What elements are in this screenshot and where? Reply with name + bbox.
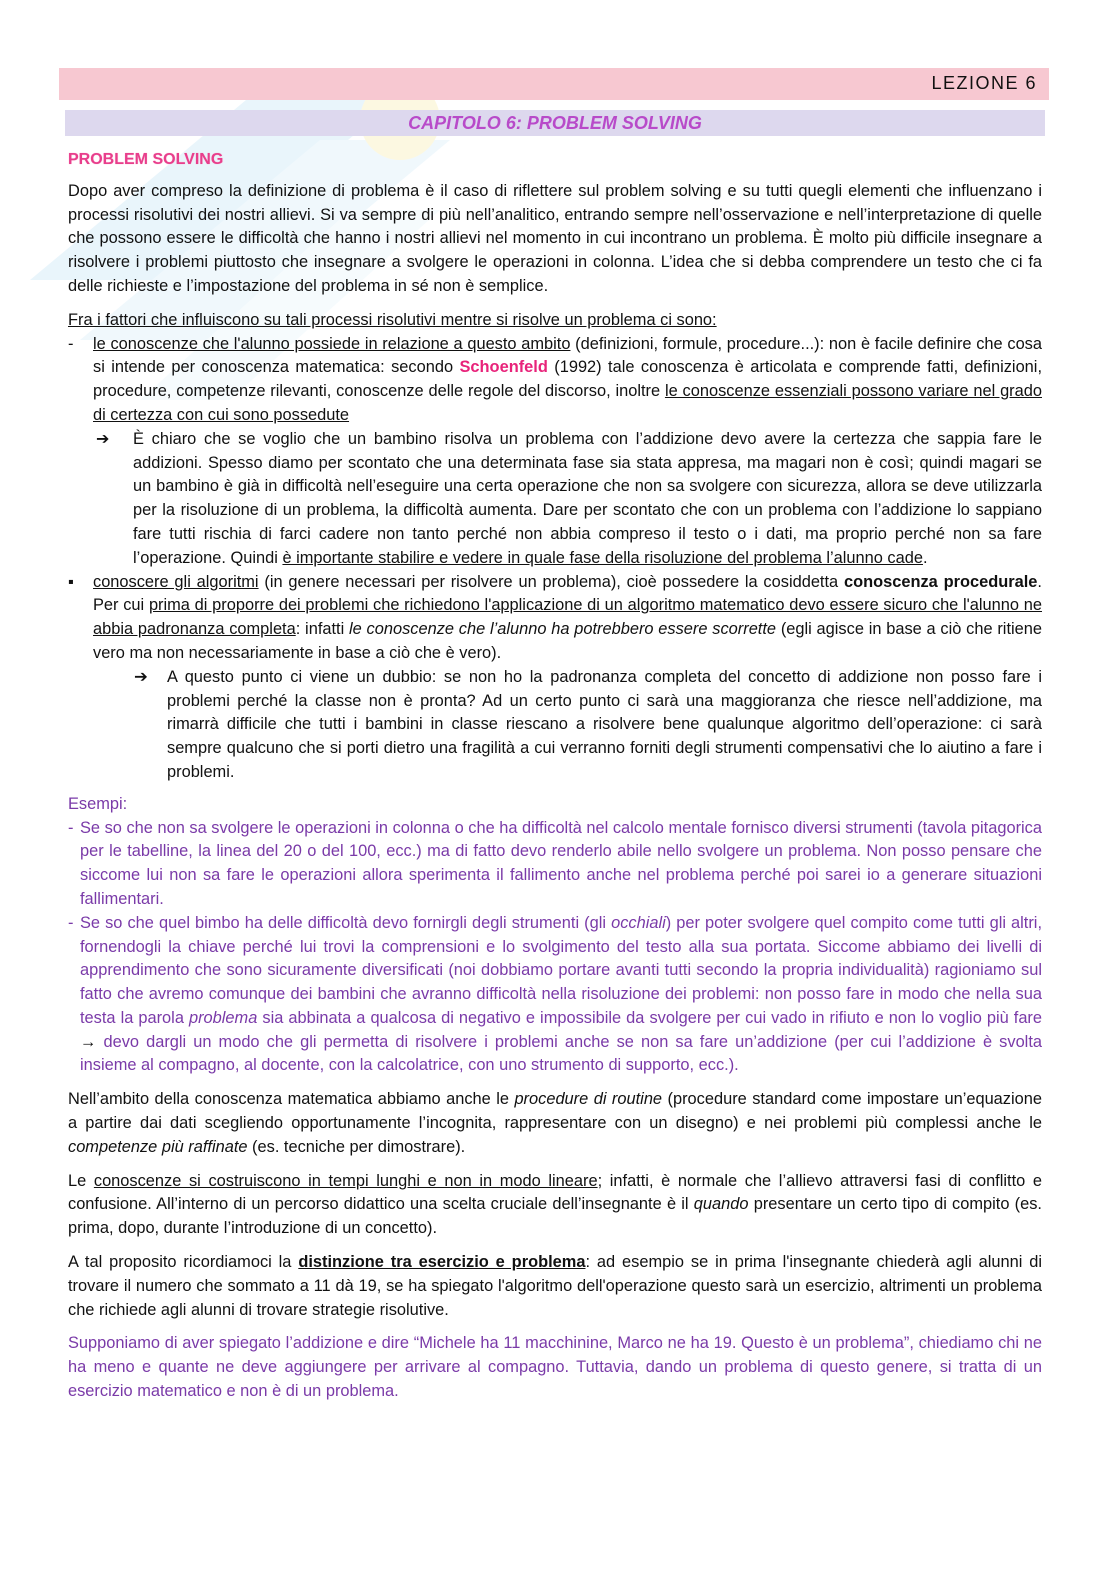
examples-label: Esempi: <box>68 794 128 813</box>
lesson-label: LEZIONE 6 <box>931 73 1037 93</box>
examples-block <box>68 793 1042 1079</box>
factor-subitem-knowledge <box>68 428 1042 571</box>
arrow-bullet-icon: ➔ <box>134 667 148 686</box>
final-example-paragraph: Supponiamo di aver spiegato l’addizione e dire “Michele ha 11 macchinine, Marco ne ha 19. Questo è un problema”, chiediamo chi ne ha meno e quante ne deve aggiungere per arrivare al compagno. Tuttavia, dando un problema di questo genere, si tratta di un esercizio matematico e non è di un problema. <box>68 1334 1042 1401</box>
square-bullet-icon: ▪ <box>68 572 74 591</box>
example-item <box>68 912 1042 1079</box>
chapter-title: CAPITOLO 6: PROBLEM SOLVING <box>408 113 702 133</box>
section-title: PROBLEM SOLVING <box>68 151 224 168</box>
arrow-right-icon: → <box>80 1032 97 1051</box>
dash-bullet-icon: - <box>68 913 74 932</box>
subitem-text: È chiaro che se voglio che un bambino risolva un problema con l’addizione devo avere la certezza che sappia fare le addizioni. Spesso diamo per scontato che una determinata fase sia stata appresa, ma magari non è così; quindi magari se un bambino è già in difficoltà nell’eseguire una certa operazione che non sa svolgere con sicurezza, allora se deve utilizzarla per la risoluzione di un problema, la difficoltà aumenta. Dare per scontato che con un problema con l’addizione lo sappiano fare tutti rischia di farci cadere non tanto perché non abbia compreso il testo o i dati, ma proprio perché non sa fare l’operazione. Quindi è importante stabilire e vedere in quale fase della risoluzione del problema l’alunno cade. <box>133 429 1042 567</box>
document-body <box>68 148 1042 1414</box>
arrow-bullet-icon: ➔ <box>96 430 110 448</box>
example-text: Se so che quel bimbo ha delle difficoltà devo fornirgli degli strumenti (gli occhiali) per poter svolgere quel compito come tutti gli altri, fornendogli la chiave perché lui trovi la comprensioni e lo svolgimento del testo alla sua portata. Siccome abbiamo dei livelli di apprendimento che sono sicuramente diversificati (noi dobbiamo portare avanti tutti secondo la propria individualità) ragioniamo sul fatto che avremo comunque dei bambini che avranno difficoltà nella risoluzione dei problemi: non posso fare in modo che nella sua testa la parola problema sia abbinata a qualcosa di negativo e impossibile da svolgere per cui vado in rifiuto e non lo voglio più fare → devo dargli un modo che gli permetta di risolvere i problemi anche se non sa fare un’addizione (per cui l’addizione è svolta insieme al compagno, al docente, con la calcolatrice, con uno strumento di supporto, ecc.). <box>80 913 1043 1075</box>
header-band <box>59 68 1049 100</box>
knowledge-paragraph: Le conoscenze si costruiscono in tempi lunghi e non in modo lineare; infatti, è normale che l’allievo attraversi fasi di conflitto e confusione. All’interno di un percorso didattico una scelta cruciale dell’insegnante è il quando presentare un certo tipo di compito (es. prima, dopo, durante l’introduzione di un concetto). <box>68 1171 1042 1238</box>
factor-item-text: conoscere gli algoritmi (in genere necessari per risolvere un problema), cioè possedere la cosiddetta conoscenza procedurale. Per cui prima di proporre dei problemi che richiedono l'applicazione di un algoritmo matematico devo essere sicuro che l'alunno ne abbia padronanza completa: infatti le conoscenze che l’alunno ha potrebbero essere scorrette (egli agisce in base a ciò che ritiene vero ma non necessariamente in base a ciò che è vero). <box>93 572 1042 662</box>
factor-item-text: le conoscenze che l'alunno possiede in relazione a questo ambito (definizioni, formule, procedure...): non è facile definire che cosa si intende per conoscenza matematica: secondo Schoenfeld (1992) tale conoscenza è articolata e comprende fatti, definizioni, procedure, competenze rilevanti, conoscenze delle regole del discorso, inoltre le conoscenze essenziali possono variare nel grado di certezza con cui sono possedute <box>93 334 1042 424</box>
dash-bullet-icon: - <box>68 334 74 353</box>
distinction-paragraph: A tal proposito ricordiamoci la distinzione tra esercizio e problema: ad esempio se in prima l'insegnante chiederà agli alunni di trovare il numero che sommato a 11 dà 19, se ha spiegato l'algoritmo dell'operazione questo sarà un esercizio, altrimenti un problema che richiede agli alunni di trovare strategie risolutive. <box>68 1253 1042 1319</box>
factors-heading: Fra i fattori che influiscono su tali processi risolutivi mentre si risolve un problema ci sono: <box>68 310 717 329</box>
example-item <box>68 817 1042 912</box>
routine-paragraph: Nell’ambito della conoscenza matematica abbiamo anche le procedure di routine (procedure standard come impostare un’equazione a partire dai dati scegliendo opportunamente l’incognita, rappresentare con un disegno) e nei problemi più complessi anche le competenze più raffinate (es. tecniche per dimostrare). <box>68 1090 1042 1156</box>
intro-paragraph: Dopo aver compreso la definizione di problema è il caso di riflettere sul problem solving e su tutti quegli elementi che influenzano i processi risolutivi dei nostri allievi. Si va sempre di più nell’analitico, entrando sempre nell’osservazione e nell’interpretazione di quelle che possono essere le difficoltà che hanno i nostri allievi nel momento in cui incontrano un problema. È molto più difficile insegnare a risolvere i problemi piuttosto che insegnare a svolgere le operazioni in colonna. L’idea che si debba comprendere un testo che ci fa delle richieste e l’impostazione del problema in sé non è semplice. <box>68 181 1042 295</box>
factor-item-algorithms <box>68 571 1042 666</box>
subitem-text: A questo punto ci viene un dubbio: se non ho la padronanza completa del concetto di addizione non posso fare i problemi perché la classe non è pronta? Ad un certo punto ci sarà una maggioranza che riesce nell’addizione, ma rimarrà difficile che tutti i bambini in classe riescano a risolvere bene qualunque algoritmo dell’operazione: ci sarà sempre qualcuno che si porti dietro una fragilità a cui verranno forniti degli strumenti compensativi che lo aiutino a fare i problemi. <box>167 667 1042 781</box>
example-text: Se so che non sa svolgere le operazioni in colonna o che ha difficoltà nel calcolo mentale fornisco diversi strumenti (tavola pitagorica per le tabelline, la linea del 20 o del 100, ecc.) ma di fatto devo renderlo abile nello svolgere un problema. Non posso pensare che siccome lui non sa fare le operazioni allora sperimenta il fallimento anche nel problema perché poi sarei io a generare situazioni fallimentari. <box>80 818 1042 908</box>
factor-item-knowledge <box>68 333 1042 428</box>
author-name: Schoenfeld <box>459 358 548 377</box>
dash-bullet-icon: - <box>68 818 74 837</box>
factor-subitem-algorithms <box>68 666 1042 785</box>
chapter-band <box>65 110 1045 136</box>
